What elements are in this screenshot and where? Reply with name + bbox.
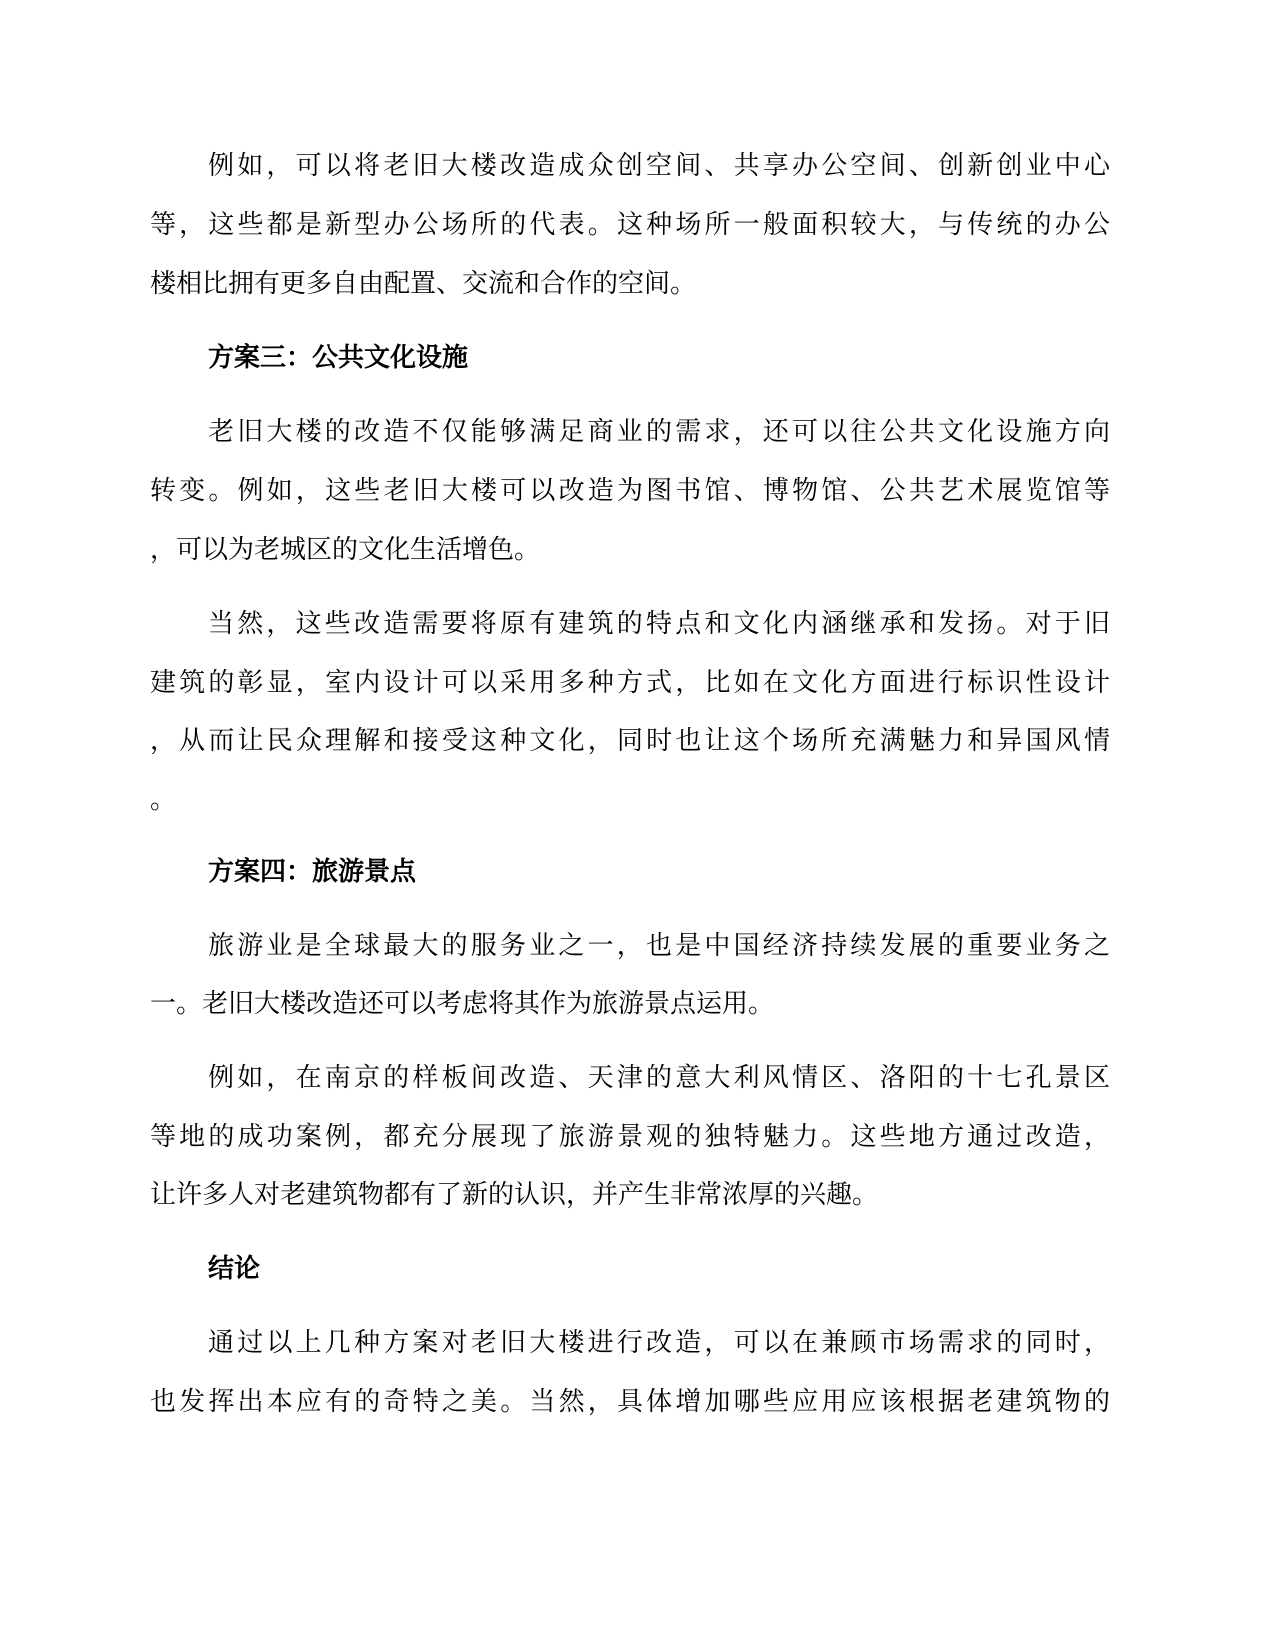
paragraph-line: 让许多人对老建筑物都有了新的认识，并产生非常浓厚的兴趣。 xyxy=(150,1180,879,1210)
paragraph-line: 老旧大楼的改造不仅能够满足商业的需求，还可以往公共文化设施方向 xyxy=(208,417,1110,447)
paragraph-line: 当然，这些改造需要将原有建筑的特点和文化内涵继承和发扬。对于旧 xyxy=(208,609,1110,639)
section-heading: 结论 xyxy=(208,1254,261,1284)
paragraph-line: ，从而让民众理解和接受这种文化，同时也让这个场所充满魅力和异国风情 xyxy=(150,726,1110,756)
paragraph-line: 转变。例如，这些老旧大楼可以改造为图书馆、博物馆、公共艺术展览馆等 xyxy=(150,476,1110,506)
paragraph-line: 旅游业是全球最大的服务业之一，也是中国经济持续发展的重要业务之 xyxy=(208,931,1110,961)
paragraph-line: 等，这些都是新型办公场所的代表。这种场所一般面积较大，与传统的办公 xyxy=(150,210,1110,240)
paragraph-line: 等地的成功案例，都充分展现了旅游景观的独特魅力。这些地方通过改造， xyxy=(150,1122,1110,1152)
paragraph-line: 例如，可以将老旧大楼改造成众创空间、共享办公空间、创新创业中心 xyxy=(208,151,1110,181)
paragraph-line: 建筑的彰显，室内设计可以采用多种方式，比如在文化方面进行标识性设计 xyxy=(150,668,1110,698)
section-heading: 方案三：公共文化设施 xyxy=(208,343,469,373)
paragraph-line: ，可以为老城区的文化生活增色。 xyxy=(150,535,541,565)
paragraph-line: 。 xyxy=(150,785,177,815)
paragraph-line: 一。老旧大楼改造还可以考虑将其作为旅游景点运用。 xyxy=(150,989,775,1019)
paragraph-line: 也发挥出本应有的奇特之美。当然，具体增加哪些应用应该根据老建筑物的 xyxy=(150,1387,1110,1417)
section-heading: 方案四：旅游景点 xyxy=(208,857,417,887)
paragraph-line: 楼相比拥有更多自由配置、交流和合作的空间。 xyxy=(150,269,697,299)
paragraph-line: 例如，在南京的样板间改造、天津的意大利风情区、洛阳的十七孔景区 xyxy=(208,1063,1110,1093)
paragraph-line: 通过以上几种方案对老旧大楼进行改造，可以在兼顾市场需求的同时， xyxy=(208,1328,1110,1358)
